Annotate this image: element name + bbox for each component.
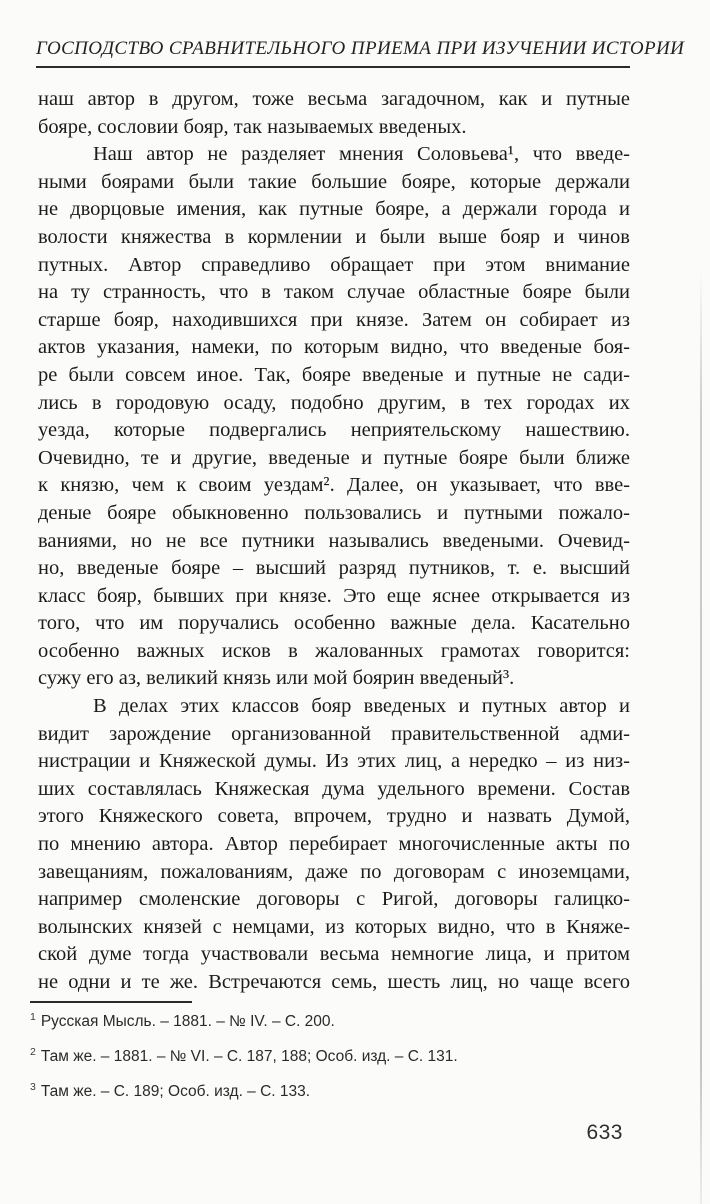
footnote-text: Там же. – С. 189; Особ. изд. – С. 133.	[40, 1083, 311, 1100]
footnote-marker: 1	[30, 1010, 36, 1023]
text-line: ваниями, но не все путники назывались введеными. Очевид-	[38, 529, 630, 552]
footnote	[30, 1080, 640, 1101]
footnote-text: Там же. – 1881. – № VI. – С. 187, 188; Особ. изд. – С. 131.	[40, 1048, 458, 1065]
text-line: ших составлялась Княжеская дума удельного времени. Состав	[38, 777, 630, 800]
text-line: видит зарождение организованной правительственной адми-	[38, 722, 630, 745]
text-line: но, введеные бояре – высший разряд путников, т. е. высший	[38, 557, 630, 580]
text-line: ской думе тогда участвовали весьма немногие лица, и притом	[38, 943, 630, 966]
text-line: сужу его аз, великий князь или мой боярин введеный³.	[38, 667, 515, 690]
text-line: волынских князей с немцами, из которых видно, что в Княже-	[38, 915, 630, 938]
text-line: нистрации и Княжеской думы. Из этих лиц, а нередко – из низ-	[38, 750, 630, 773]
scan-edge-artifact	[700, 270, 702, 1204]
footnote	[30, 1010, 640, 1031]
text-line: путных. Автор справедливо обращает при этом внимание	[38, 253, 630, 276]
page-number: 633	[586, 1121, 623, 1144]
text-line: Наш автор не разделяет мнения Соловьева¹, что введе-	[93, 143, 630, 166]
paragraph	[38, 693, 630, 997]
text-line: того, что им поручались особенно важные дела. Касательно	[38, 612, 630, 635]
text-line: старше бояр, находившихся при князе. Затем он собирает из	[38, 308, 630, 331]
paragraph	[38, 141, 630, 693]
running-header-title: ГОСПОДСТВО СРАВНИТЕЛЬНОГО ПРИЕМА ПРИ ИЗУЧЕНИИ ИСТОРИИ	[36, 38, 630, 68]
text-line: В делах этих классов бояр введеных и путных автор и	[93, 695, 630, 718]
text-line: ными боярами были такие большие бояре, которые держали	[38, 170, 630, 193]
text-line: к князю, чем к своим уездам². Далее, он указывает, что вве-	[38, 474, 630, 497]
text-line: класс бояр, бывших при князе. Это еще яснее открывается из	[38, 584, 630, 607]
running-header	[36, 38, 685, 68]
text-line: актов указания, намеки, по которым видно, что введеные боя-	[38, 336, 630, 359]
text-line: Очевидно, те и другие, введеные и путные бояре были ближе	[38, 446, 630, 469]
text-line: уезда, которые подвергались неприятельскому нашествию.	[38, 419, 630, 442]
text-line: особенно важных исков в жалованных грамотах говорится:	[38, 639, 630, 662]
footnote-separator	[30, 1001, 192, 1003]
text-line: лись в городовую осаду, подобно другим, в тех городах их	[38, 391, 630, 414]
text-line: например смоленские договоры с Ригой, договоры галицко-	[38, 888, 630, 911]
text-line: не одни и те же. Встречаются семь, шесть лиц, но чаще всего	[38, 971, 630, 993]
footnote	[30, 1045, 640, 1066]
footnote-text: Русская Мысль. – 1881. – № IV. – С. 200.	[40, 1013, 335, 1030]
text-line: наш автор в другом, тоже весьма загадочном, как и путные	[38, 88, 630, 110]
text-line: завещаниям, пожалованиям, даже по договорам с иноземцами,	[38, 860, 630, 883]
footnotes-block	[30, 1001, 640, 1118]
text-line: деные бояре обыкновенно пользовались и путными пожало-	[38, 501, 630, 524]
text-line: бояре, сословии бояр, так называемых введеных.	[38, 115, 467, 138]
text-line: волости княжества в кормлении и были выше бояр и чинов	[38, 225, 630, 248]
text-line: по мнению автора. Автор перебирает многочисленные акты по	[38, 833, 630, 856]
footnote-marker: 3	[30, 1080, 36, 1093]
text-line: этого Княжеского совета, впрочем, трудно и назвать Думой,	[38, 805, 630, 828]
paragraph	[38, 86, 630, 141]
footnote-marker: 2	[30, 1045, 36, 1058]
text-line: не дворцовые имения, как путные бояре, а держали города и	[38, 198, 630, 221]
text-line: на ту странность, что в таком случае областные бояре были	[38, 281, 630, 304]
body-text	[38, 86, 630, 997]
text-line: ре были совсем иное. Так, бояре введеные и путные не сади-	[38, 363, 630, 386]
